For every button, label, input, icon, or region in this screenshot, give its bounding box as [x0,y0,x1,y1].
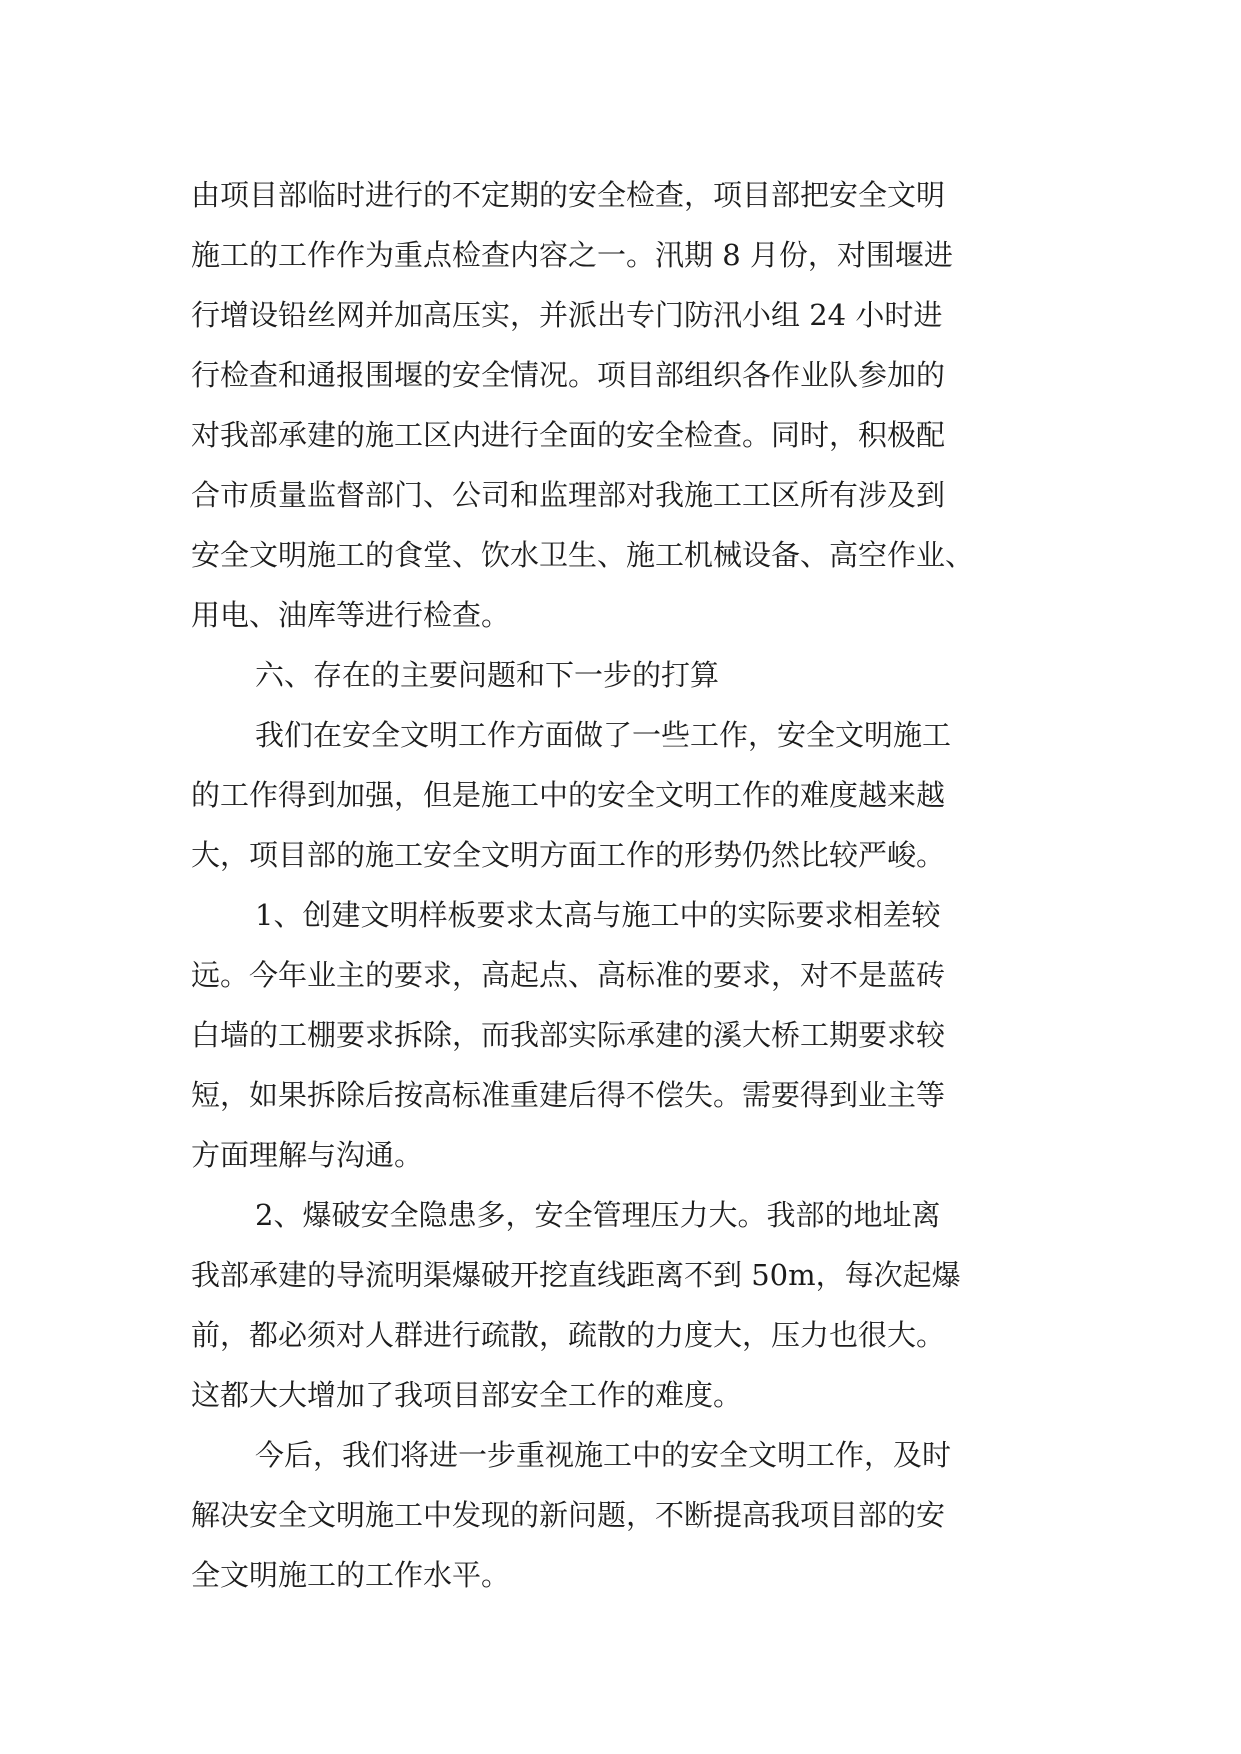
text-line: 白墙的工棚要求拆除，而我部实际承建的溪大桥工期要求较 [191,1018,946,1052]
text-line: 全文明施工的工作水平。 [191,1558,511,1592]
section-heading: 六、存在的主要问题和下一步的打算 [255,658,720,692]
text-line: 今后，我们将进一步重视施工中的安全文明工作，及时 [255,1438,952,1472]
text-line: 2、爆破安全隐患多，安全管理压力大。我部的地址离 [255,1198,941,1232]
text-line: 前，都必须对人群进行疏散，疏散的力度大，压力也很大。 [191,1318,946,1352]
text-line: 合市质量监督部门、公司和监理部对我施工工区所有涉及到 [191,478,946,512]
text-line: 行增设铅丝网并加高压实，并派出专门防汛小组 24 小时进 [191,298,943,332]
text-line: 由项目部临时进行的不定期的安全检查，项目部把安全文明 [191,178,946,212]
text-line: 施工的工作作为重点检查内容之一。汛期 8 月份，对围堰进 [191,238,953,272]
text-line: 1、创建文明样板要求太高与施工中的实际要求相差较 [255,898,941,932]
text-line: 解决安全文明施工中发现的新问题，不断提高我项目部的安 [191,1498,946,1532]
text-line: 短，如果拆除后按高标准重建后得不偿失。需要得到业主等 [191,1078,946,1112]
text-line: 这都大大增加了我项目部安全工作的难度。 [191,1378,743,1412]
text-line: 方面理解与沟通。 [191,1138,424,1172]
text-line: 大，项目部的施工安全文明方面工作的形势仍然比较严峻。 [191,838,946,872]
text-line: 对我部承建的施工区内进行全面的安全检查。同时，积极配 [191,418,946,452]
text-line: 用电、油库等进行检查。 [191,598,511,632]
text-line: 行检查和通报围堰的安全情况。项目部组织各作业队参加的 [191,358,946,392]
text-line: 的工作得到加强，但是施工中的安全文明工作的难度越来越 [191,778,946,812]
text-line: 安全文明施工的食堂、饮水卫生、施工机械设备、高空作业、 [191,538,975,572]
text-line: 远。今年业主的要求，高起点、高标准的要求，对不是蓝砖 [191,958,946,992]
text-line: 我们在安全文明工作方面做了一些工作，安全文明施工 [255,718,952,752]
text-line: 我部承建的导流明渠爆破开挖直线距离不到 50m，每次起爆 [191,1258,961,1292]
